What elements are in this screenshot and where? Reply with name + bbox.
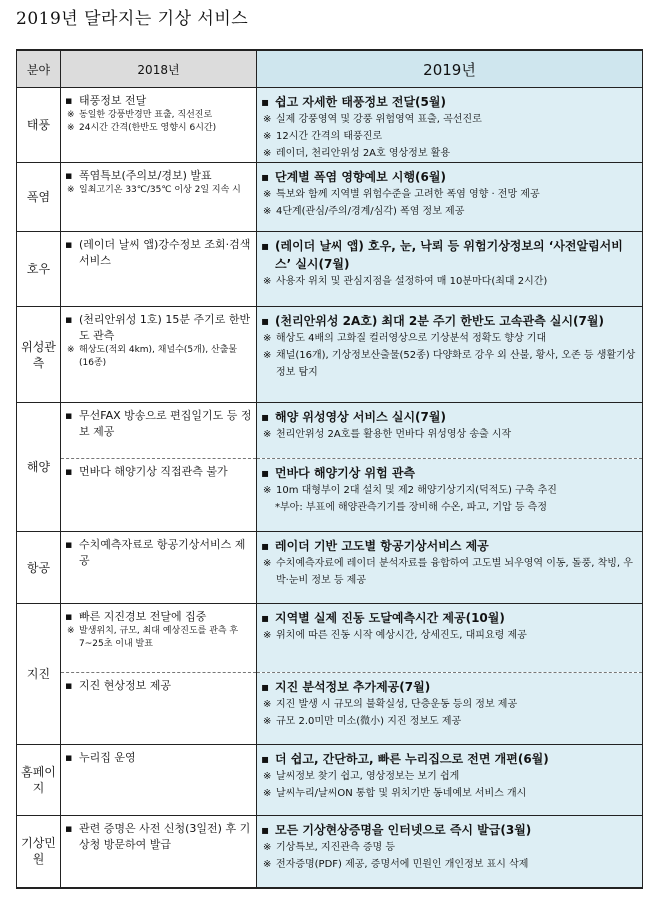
note-2019: 위치에 따른 진동 시작 예상시간, 상세진도, 대피요령 제공 <box>276 630 527 641</box>
category-homepage: 홈페이지 <box>17 745 61 816</box>
item-2018: 관련 증명은 사전 신청(3일전) 후 기상청 방문하여 발급 <box>79 822 251 851</box>
cell-2018-satellite <box>61 307 257 403</box>
bullet-icon: ▪ <box>261 95 270 109</box>
item-2018: (레이더 날씨 앱)강수정보 조회·검색 서비스 <box>79 238 251 267</box>
note-mark-icon: ※ <box>263 276 272 287</box>
cell-2019-civil-service <box>257 816 643 888</box>
note-mark-icon: ※ <box>263 842 272 853</box>
cell-2019-satellite <box>257 307 643 403</box>
cell-2019-typhoon <box>257 88 643 163</box>
bullet-icon: ▪ <box>65 409 73 422</box>
headline-2019: 모든 기상현상증명을 인터넷으로 즉시 발급(3월) <box>275 823 532 837</box>
cell-2018-typhoon <box>61 88 257 163</box>
note-2018: 일최고기온 33℃/35℃ 이상 2일 지속 시 <box>79 185 241 195</box>
note-2019-extra: *부아: 부표에 해양관측기기를 장비해 수온, 파고, 기압 등 측정 <box>275 502 547 513</box>
note-mark-icon: ※ <box>263 716 272 727</box>
bullet-icon: ▪ <box>65 94 73 107</box>
headline-2019: 레이더 기반 고도별 항공기상서비스 제공 <box>275 539 489 553</box>
bullet-icon: ▪ <box>261 752 270 766</box>
category-aviation: 항공 <box>17 532 61 604</box>
category-typhoon: 태풍 <box>17 88 61 163</box>
headline-2019: 더 쉽고, 간단하고, 빠른 누리집으로 전면 개편(6월) <box>275 752 549 766</box>
note-2019: 4단계(관심/주의/경계/심각) 폭염 정보 제공 <box>276 206 465 217</box>
comparison-table <box>16 49 643 889</box>
note-mark-icon: ※ <box>263 114 272 125</box>
category-heavy-rain: 호우 <box>17 232 61 307</box>
note-mark-icon: ※ <box>263 859 272 870</box>
note-mark-icon: ※ <box>263 189 272 200</box>
note-2019: 12시간 간격의 태풍진로 <box>276 131 383 142</box>
note-2019: 날씨정보 찾기 쉽고, 영상정보는 보기 쉽게 <box>276 771 460 782</box>
note-mark-icon: ※ <box>67 123 75 133</box>
note-mark-icon: ※ <box>263 699 272 710</box>
cell-2018-homepage <box>61 745 257 816</box>
note-2019: 채널(16개), 기상정보산출물(52종) 다양화로 강우 외 산불, 황사, 오존 등 생활기상정보 탐지 <box>276 350 636 378</box>
bullet-icon: ▪ <box>65 538 73 551</box>
headline-2019: (레이더 날씨 앱) 호우, 눈, 낙뢰 등 위험기상정보의 ‘사전알림서비스’ 실시(7월) <box>275 239 623 271</box>
note-mark-icon: ※ <box>263 485 272 496</box>
note-mark-icon: ※ <box>263 206 272 217</box>
bullet-icon: ▪ <box>261 466 270 480</box>
bullet-icon: ▪ <box>261 410 270 424</box>
note-2018: 24시간 간격(한반도 영향시 6시간) <box>79 123 217 133</box>
bullet-icon: ▪ <box>261 611 270 625</box>
bullet-icon: ▪ <box>261 314 270 328</box>
cell-2019-marine-satellite <box>257 403 643 459</box>
header-2019: 2019년 <box>257 50 643 88</box>
bullet-icon: ▪ <box>65 751 73 764</box>
note-mark-icon: ※ <box>67 626 75 636</box>
item-2018: 먼바다 해양기상 직접관측 불가 <box>79 465 228 478</box>
bullet-icon: ▪ <box>261 170 270 184</box>
bullet-icon: ▪ <box>261 239 270 253</box>
note-mark-icon: ※ <box>263 558 272 569</box>
header-category: 분야 <box>17 50 61 88</box>
headline-2019: 해양 위성영상 서비스 실시(7월) <box>275 410 446 424</box>
cell-2018-marine-fax <box>61 403 257 459</box>
category-marine: 해양 <box>17 403 61 532</box>
bullet-icon: ▪ <box>65 169 73 182</box>
note-2019: 날씨누리/날씨ON 통합 및 위치기반 동네예보 서비스 개시 <box>276 788 527 799</box>
note-mark-icon: ※ <box>263 429 272 440</box>
headline-2019: 지진 분석정보 추가제공(7월) <box>275 680 431 694</box>
note-2019: 10m 대형부이 2대 설치 및 제2 해양기상기지(덕적도) 구축 추진 <box>276 485 557 496</box>
note-2019: 기상특보, 지진관측 증명 등 <box>276 842 395 853</box>
headline-2019: 지역별 실제 진동 도달예측시간 제공(10월) <box>275 611 505 625</box>
cell-2018-marine-offshore <box>61 459 257 532</box>
bullet-icon: ▪ <box>65 238 73 251</box>
header-2018: 2018년 <box>61 50 257 88</box>
headline-2019: 먼바다 해양기상 위험 관측 <box>275 466 416 480</box>
headline-2019: 단계별 폭염 영향예보 시행(6월) <box>275 170 446 184</box>
note-mark-icon: ※ <box>263 788 272 799</box>
cell-2018-earthquake-alert <box>61 604 257 673</box>
cell-2018-civil-service <box>61 816 257 888</box>
category-heatwave: 폭염 <box>17 163 61 232</box>
bullet-icon: ▪ <box>65 679 73 692</box>
bullet-icon: ▪ <box>65 313 73 326</box>
cell-2018-earthquake-info <box>61 673 257 745</box>
note-mark-icon: ※ <box>263 350 272 361</box>
bullet-icon: ▪ <box>261 539 270 553</box>
category-civil-service: 기상민원 <box>17 816 61 888</box>
item-2018: 무선FAX 방송으로 편집일기도 등 정보 제공 <box>79 409 252 438</box>
note-2019: 사용자 위치 및 관심지점을 설정하여 매 10분마다(최대 2시간) <box>276 276 548 287</box>
item-2018: 태풍정보 전달 <box>79 94 147 107</box>
note-2019: 전자증명(PDF) 제공, 증명서에 민원인 개인정보 표시 삭제 <box>276 859 529 870</box>
note-2019: 천리안위성 2A호를 활용한 먼바다 위성영상 송출 시작 <box>276 429 512 440</box>
cell-2019-heatwave <box>257 163 643 232</box>
category-earthquake: 지진 <box>17 604 61 745</box>
item-2018: 폭염특보(주의보/경보) 발표 <box>79 169 212 182</box>
note-2018: 발생위치, 규모, 최대 예상진도를 관측 후 7~25초 이내 발표 <box>79 626 239 649</box>
note-mark-icon: ※ <box>67 185 75 195</box>
note-2018: 해상도(적외 4km), 채널수(5개), 산출물(16종) <box>79 345 238 368</box>
note-2019: 수치예측자료에 레이더 분석자료를 융합하여 고도별 뇌우영역 이동, 돌풍, 착빙, 우박·눈비 정보 등 제공 <box>276 558 633 586</box>
cell-2019-homepage <box>257 745 643 816</box>
item-2018: 지진 현상정보 제공 <box>79 679 172 692</box>
note-mark-icon: ※ <box>67 345 75 355</box>
headline-2019: 쉽고 자세한 태풍정보 전달(5월) <box>275 95 446 109</box>
bullet-icon: ▪ <box>65 610 73 623</box>
cell-2019-marine-offshore <box>257 459 643 532</box>
note-2019: 특보와 함께 지역별 위험수준을 고려한 폭염 영향 · 전망 제공 <box>276 189 540 200</box>
bullet-icon: ▪ <box>65 822 73 835</box>
note-2019: 해상도 4배의 고화질 컬러영상으로 기상분석 정확도 향상 기대 <box>276 333 547 344</box>
cell-2019-earthquake-analysis <box>257 673 643 745</box>
note-mark-icon: ※ <box>263 131 272 142</box>
note-2019: 규모 2.0미만 미소(微小) 지진 정보도 제공 <box>276 716 462 727</box>
cell-2019-earthquake-arrival <box>257 604 643 673</box>
note-mark-icon: ※ <box>67 110 75 120</box>
bullet-icon: ▪ <box>261 680 270 694</box>
cell-2018-heatwave <box>61 163 257 232</box>
document-title: 2019년 달라지는 기상 서비스 <box>16 9 249 29</box>
headline-2019: (천리안위성 2A호) 최대 2분 주기 한반도 고속관측 실시(7월) <box>275 314 604 328</box>
note-mark-icon: ※ <box>263 630 272 641</box>
cell-2019-aviation <box>257 532 643 604</box>
item-2018: 수치예측자료로 항공기상서비스 제공 <box>79 538 246 567</box>
note-2019: 레이더, 천리안위성 2A호 영상정보 활용 <box>276 148 450 159</box>
note-2019: 지진 발생 시 규모의 불확실성, 단층운동 등의 정보 제공 <box>276 699 518 710</box>
cell-2018-heavy-rain <box>61 232 257 307</box>
note-mark-icon: ※ <box>263 771 272 782</box>
note-mark-icon: ※ <box>263 333 272 344</box>
note-2018: 동일한 강풍반경만 표출, 직선진로 <box>79 110 213 120</box>
note-mark-icon: ※ <box>263 148 272 159</box>
bullet-icon: ▪ <box>65 465 73 478</box>
category-satellite: 위성관측 <box>17 307 61 403</box>
cell-2018-aviation <box>61 532 257 604</box>
note-2019: 실제 강풍영역 및 강풍 위험영역 표출, 곡선진로 <box>276 114 482 125</box>
item-2018: (천리안위성 1호) 15분 주기로 한반도 관측 <box>79 313 251 342</box>
item-2018: 빠른 지진경보 전달에 집중 <box>79 610 207 623</box>
cell-2019-heavy-rain <box>257 232 643 307</box>
bullet-icon: ▪ <box>261 823 270 837</box>
item-2018: 누리집 운영 <box>79 751 136 764</box>
